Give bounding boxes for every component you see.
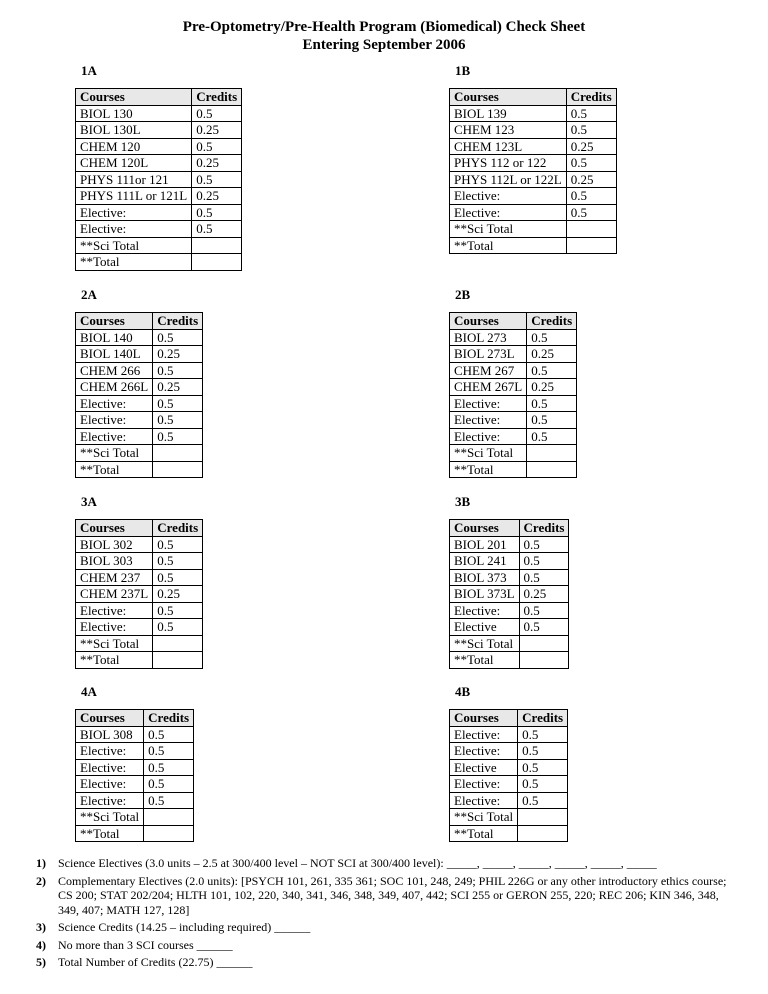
credit-cell: 0.5 — [153, 428, 203, 445]
note-number: 5) — [36, 955, 46, 969]
note-item — [36, 920, 736, 935]
course-table — [449, 519, 569, 669]
credit-cell — [566, 237, 616, 254]
course-cell: CHEM 267 — [450, 362, 527, 379]
credit-cell: 0.25 — [192, 188, 242, 205]
credit-cell — [192, 237, 242, 254]
course-cell: BIOL 140L — [76, 346, 153, 363]
table-row — [76, 726, 194, 743]
credit-cell: 0.5 — [153, 329, 203, 346]
course-cell: **Sci Total — [76, 635, 153, 652]
term-label: 1A — [81, 63, 97, 78]
table-row — [450, 237, 617, 254]
course-cell: Elective: — [450, 188, 567, 205]
table-row — [76, 792, 194, 809]
table-row — [76, 362, 203, 379]
note-number: 2) — [36, 873, 46, 888]
credit-cell: 0.5 — [519, 553, 569, 570]
course-cell: **Total — [76, 825, 144, 842]
course-cell: **Total — [450, 652, 520, 669]
credit-cell: 0.5 — [518, 726, 568, 743]
credit-cell — [527, 461, 577, 478]
term-block-2a — [75, 286, 199, 477]
table-header-row — [450, 89, 617, 106]
credit-cell — [153, 635, 203, 652]
credits-header: Credits — [518, 710, 568, 727]
term-label: 2B — [455, 287, 471, 302]
table-row — [76, 428, 203, 445]
table-row — [450, 586, 569, 603]
course-cell: **Sci Total — [450, 445, 527, 462]
table-header-row — [76, 89, 242, 106]
table-row — [76, 122, 242, 139]
credit-cell — [192, 254, 242, 271]
table-row — [76, 635, 203, 652]
course-cell: Elective: — [76, 619, 153, 636]
credit-cell: 0.5 — [144, 726, 194, 743]
note-item — [36, 938, 736, 953]
course-cell: **Total — [450, 237, 567, 254]
table-row — [76, 329, 203, 346]
course-cell: **Sci Total — [76, 237, 192, 254]
credit-cell: 0.25 — [566, 138, 616, 155]
credit-cell: 0.5 — [566, 155, 616, 172]
table-row — [76, 221, 242, 238]
credit-cell: 0.5 — [192, 204, 242, 221]
credit-cell: 0.5 — [153, 602, 203, 619]
course-cell: CHEM 123 — [450, 122, 567, 139]
course-cell: **Total — [76, 652, 153, 669]
credits-header: Credits — [153, 313, 203, 330]
credit-cell: 0.5 — [527, 329, 577, 346]
credit-cell: 0.5 — [144, 759, 194, 776]
table-row — [76, 652, 203, 669]
credit-cell — [527, 445, 577, 462]
courses-header: Courses — [450, 89, 567, 106]
table-row — [450, 155, 617, 172]
table-row — [76, 776, 194, 793]
table-row — [76, 395, 203, 412]
table-row — [450, 652, 569, 669]
credit-cell: 0.5 — [566, 188, 616, 205]
credit-cell: 0.25 — [192, 122, 242, 139]
course-table — [449, 709, 568, 842]
table-row — [76, 825, 194, 842]
credit-cell: 0.5 — [518, 776, 568, 793]
table-row — [450, 395, 577, 412]
course-cell: BIOL 273L — [450, 346, 527, 363]
credit-cell — [153, 445, 203, 462]
course-cell: **Total — [450, 825, 518, 842]
table-row — [450, 379, 577, 396]
table-row — [76, 536, 203, 553]
courses-header: Courses — [76, 520, 153, 537]
course-cell: Elective: — [76, 204, 192, 221]
table-row — [450, 759, 568, 776]
term-block-1a — [75, 62, 238, 270]
course-cell: CHEM 237 — [76, 569, 153, 586]
credits-header: Credits — [519, 520, 569, 537]
credits-header: Credits — [527, 313, 577, 330]
table-row — [76, 809, 194, 826]
term-block-4a — [75, 683, 190, 841]
course-cell: Elective: — [450, 726, 518, 743]
credit-cell: 0.25 — [519, 586, 569, 603]
course-table — [75, 519, 203, 669]
credit-cell: 0.5 — [527, 395, 577, 412]
credit-cell — [144, 825, 194, 842]
course-cell: CHEM 120L — [76, 155, 192, 172]
table-row — [76, 138, 242, 155]
term-label: 4B — [455, 684, 471, 699]
course-cell: **Total — [76, 461, 153, 478]
course-cell: Elective: — [76, 412, 153, 429]
table-row — [76, 445, 203, 462]
table-row — [76, 569, 203, 586]
note-number: 3) — [36, 920, 46, 934]
note-item — [36, 874, 736, 918]
credit-cell: 0.25 — [566, 171, 616, 188]
course-cell: BIOL 139 — [450, 105, 567, 122]
credit-cell: 0.5 — [518, 759, 568, 776]
table-header-row — [76, 710, 194, 727]
credit-cell: 0.5 — [566, 204, 616, 221]
credit-cell — [566, 221, 616, 238]
course-table — [75, 709, 194, 842]
table-row — [450, 138, 617, 155]
table-row — [450, 743, 568, 760]
table-row — [450, 171, 617, 188]
credit-cell: 0.5 — [144, 792, 194, 809]
course-cell: Elective: — [450, 776, 518, 793]
credit-cell — [519, 635, 569, 652]
credit-cell: 0.5 — [527, 428, 577, 445]
credits-header: Credits — [192, 89, 242, 106]
credit-cell — [518, 809, 568, 826]
credit-cell: 0.5 — [144, 743, 194, 760]
course-cell: **Total — [450, 461, 527, 478]
credits-header: Credits — [144, 710, 194, 727]
credit-cell: 0.5 — [527, 412, 577, 429]
term-label: 4A — [81, 684, 97, 699]
credit-cell: 0.5 — [519, 602, 569, 619]
credit-cell: 0.5 — [153, 569, 203, 586]
table-row — [450, 825, 568, 842]
course-cell: BIOL 273 — [450, 329, 527, 346]
course-table — [75, 312, 203, 478]
course-cell: CHEM 266L — [76, 379, 153, 396]
credit-cell — [519, 652, 569, 669]
table-header-row — [450, 710, 568, 727]
course-cell: Elective: — [450, 204, 567, 221]
note-text: No more than 3 SCI courses ______ — [58, 937, 233, 952]
table-header-row — [450, 313, 577, 330]
credit-cell — [144, 809, 194, 826]
term-label: 3B — [455, 494, 471, 509]
table-row — [450, 536, 569, 553]
credit-cell: 0.5 — [518, 792, 568, 809]
table-row — [76, 155, 242, 172]
course-cell: BIOL 241 — [450, 553, 520, 570]
table-row — [76, 188, 242, 205]
credit-cell: 0.5 — [519, 619, 569, 636]
table-row — [76, 602, 203, 619]
note-item — [36, 955, 736, 970]
table-row — [76, 553, 203, 570]
course-cell: BIOL 140 — [76, 329, 153, 346]
course-cell: Elective: — [450, 743, 518, 760]
course-cell: Elective: — [450, 602, 520, 619]
title-line-1: Pre-Optometry/Pre-Health Program (Biomedical) Check Sheet — [182, 19, 586, 35]
courses-header: Courses — [76, 710, 144, 727]
course-table — [75, 88, 242, 271]
course-cell: **Sci Total — [450, 635, 520, 652]
table-row — [450, 569, 569, 586]
credit-cell: 0.25 — [153, 346, 203, 363]
credit-cell: 0.5 — [153, 395, 203, 412]
course-cell: Elective: — [76, 776, 144, 793]
table-row — [450, 122, 617, 139]
course-cell: **Sci Total — [76, 445, 153, 462]
table-row — [76, 586, 203, 603]
credits-header: Credits — [566, 89, 616, 106]
courses-header: Courses — [450, 313, 527, 330]
table-header-row — [76, 520, 203, 537]
note-text: Science Credits (14.25 – including required) ______ — [58, 920, 311, 934]
credit-cell: 0.5 — [566, 122, 616, 139]
course-cell: **Sci Total — [76, 809, 144, 826]
course-cell: PHYS 112 or 122 — [450, 155, 567, 172]
credit-cell: 0.25 — [153, 586, 203, 603]
table-row — [450, 602, 569, 619]
credit-cell: 0.5 — [153, 412, 203, 429]
note-text: Total Number of Credits (22.75) ______ — [58, 955, 253, 969]
courses-header: Courses — [450, 520, 520, 537]
table-row — [450, 809, 568, 826]
credits-header: Credits — [153, 520, 203, 537]
course-cell: CHEM 267L — [450, 379, 527, 396]
table-row — [76, 461, 203, 478]
term-block-3a — [75, 493, 199, 668]
course-cell: CHEM 266 — [76, 362, 153, 379]
course-cell: Elective: — [76, 743, 144, 760]
credit-cell: 0.5 — [144, 776, 194, 793]
note-item — [36, 856, 736, 871]
credit-cell: 0.5 — [153, 362, 203, 379]
course-cell: PHYS 111or 121 — [76, 171, 192, 188]
course-cell: Elective — [450, 759, 518, 776]
course-cell: PHYS 112L or 122L — [450, 171, 567, 188]
course-cell: BIOL 373 — [450, 569, 520, 586]
course-cell: BIOL 373L — [450, 586, 520, 603]
course-cell: Elective: — [76, 428, 153, 445]
notes-list — [36, 856, 736, 973]
table-row — [450, 105, 617, 122]
course-cell: Elective: — [450, 412, 527, 429]
term-label: 2A — [81, 287, 97, 302]
note-number: 4) — [36, 937, 46, 952]
term-block-3b — [449, 493, 565, 668]
courses-header: Courses — [450, 710, 518, 727]
course-cell: **Total — [76, 254, 192, 271]
credit-cell — [518, 825, 568, 842]
title-line-2: Entering September 2006 — [302, 37, 466, 53]
term-label: 3A — [81, 494, 97, 509]
table-row — [450, 428, 577, 445]
table-row — [450, 792, 568, 809]
table-row — [450, 445, 577, 462]
course-cell: BIOL 130 — [76, 105, 192, 122]
table-row — [76, 743, 194, 760]
course-cell: CHEM 237L — [76, 586, 153, 603]
course-cell: BIOL 130L — [76, 122, 192, 139]
course-cell: Elective: — [450, 395, 527, 412]
course-cell: BIOL 302 — [76, 536, 153, 553]
credit-cell: 0.5 — [153, 553, 203, 570]
credit-cell: 0.25 — [527, 379, 577, 396]
term-block-2b — [449, 286, 573, 477]
credit-cell: 0.5 — [153, 536, 203, 553]
course-cell: BIOL 201 — [450, 536, 520, 553]
table-row — [76, 204, 242, 221]
course-cell: Elective: — [76, 221, 192, 238]
table-row — [76, 346, 203, 363]
table-row — [450, 726, 568, 743]
course-cell: **Sci Total — [450, 809, 518, 826]
table-row — [76, 105, 242, 122]
table-row — [450, 412, 577, 429]
table-row — [76, 254, 242, 271]
course-cell: Elective: — [76, 759, 144, 776]
term-block-1b — [449, 62, 612, 253]
table-row — [450, 553, 569, 570]
credit-cell: 0.5 — [192, 221, 242, 238]
table-row — [76, 237, 242, 254]
table-row — [76, 171, 242, 188]
course-cell: Elective — [450, 619, 520, 636]
courses-header: Courses — [76, 89, 192, 106]
credit-cell: 0.25 — [192, 155, 242, 172]
document-title — [0, 18, 768, 54]
table-row — [76, 412, 203, 429]
course-cell: Elective: — [450, 428, 527, 445]
table-row — [76, 619, 203, 636]
course-cell: BIOL 308 — [76, 726, 144, 743]
credit-cell: 0.25 — [527, 346, 577, 363]
note-text: Science Electives (3.0 units – 2.5 at 300/400 level – NOT SCI at 300/400 level): _____, _____, _____, _____, _____, _____ — [58, 856, 657, 870]
note-text: Complementary Electives (2.0 units): [PSYCH 101, 261, 335 361; SOC 101, 248, 249; PHIL 226G or any other introductory ethics course; CS 200; STAT 202/204; HLTH 101, 102, 220, 340, 341, 346, 348, 349, 407, 442; SCI 255 or GERON 255, 220; REC 206; KIN 346, 348, 349, 407; MATH 127, 128] — [58, 873, 727, 917]
course-cell: Elective: — [450, 792, 518, 809]
course-cell: Elective: — [76, 792, 144, 809]
table-row — [450, 461, 577, 478]
table-row — [450, 619, 569, 636]
courses-header: Courses — [76, 313, 153, 330]
credit-cell: 0.25 — [153, 379, 203, 396]
course-cell: CHEM 120 — [76, 138, 192, 155]
table-row — [76, 379, 203, 396]
table-row — [450, 346, 577, 363]
course-cell: BIOL 303 — [76, 553, 153, 570]
course-cell: CHEM 123L — [450, 138, 567, 155]
credit-cell: 0.5 — [519, 536, 569, 553]
table-header-row — [76, 313, 203, 330]
table-row — [450, 204, 617, 221]
credit-cell: 0.5 — [566, 105, 616, 122]
table-row — [76, 759, 194, 776]
table-row — [450, 362, 577, 379]
credit-cell: 0.5 — [518, 743, 568, 760]
credit-cell: 0.5 — [192, 171, 242, 188]
table-row — [450, 188, 617, 205]
term-label: 1B — [455, 63, 471, 78]
table-header-row — [450, 520, 569, 537]
credit-cell: 0.5 — [192, 105, 242, 122]
credit-cell — [153, 461, 203, 478]
term-block-4b — [449, 683, 564, 841]
table-row — [450, 635, 569, 652]
credit-cell: 0.5 — [192, 138, 242, 155]
credit-cell: 0.5 — [153, 619, 203, 636]
table-row — [450, 221, 617, 238]
course-cell: **Sci Total — [450, 221, 567, 238]
course-cell: Elective: — [76, 395, 153, 412]
course-cell: Elective: — [76, 602, 153, 619]
note-number: 1) — [36, 856, 46, 870]
table-row — [450, 329, 577, 346]
credit-cell: 0.5 — [519, 569, 569, 586]
course-table — [449, 312, 577, 478]
credit-cell — [153, 652, 203, 669]
course-cell: PHYS 111L or 121L — [76, 188, 192, 205]
credit-cell: 0.5 — [527, 362, 577, 379]
course-table — [449, 88, 617, 254]
table-row — [450, 776, 568, 793]
